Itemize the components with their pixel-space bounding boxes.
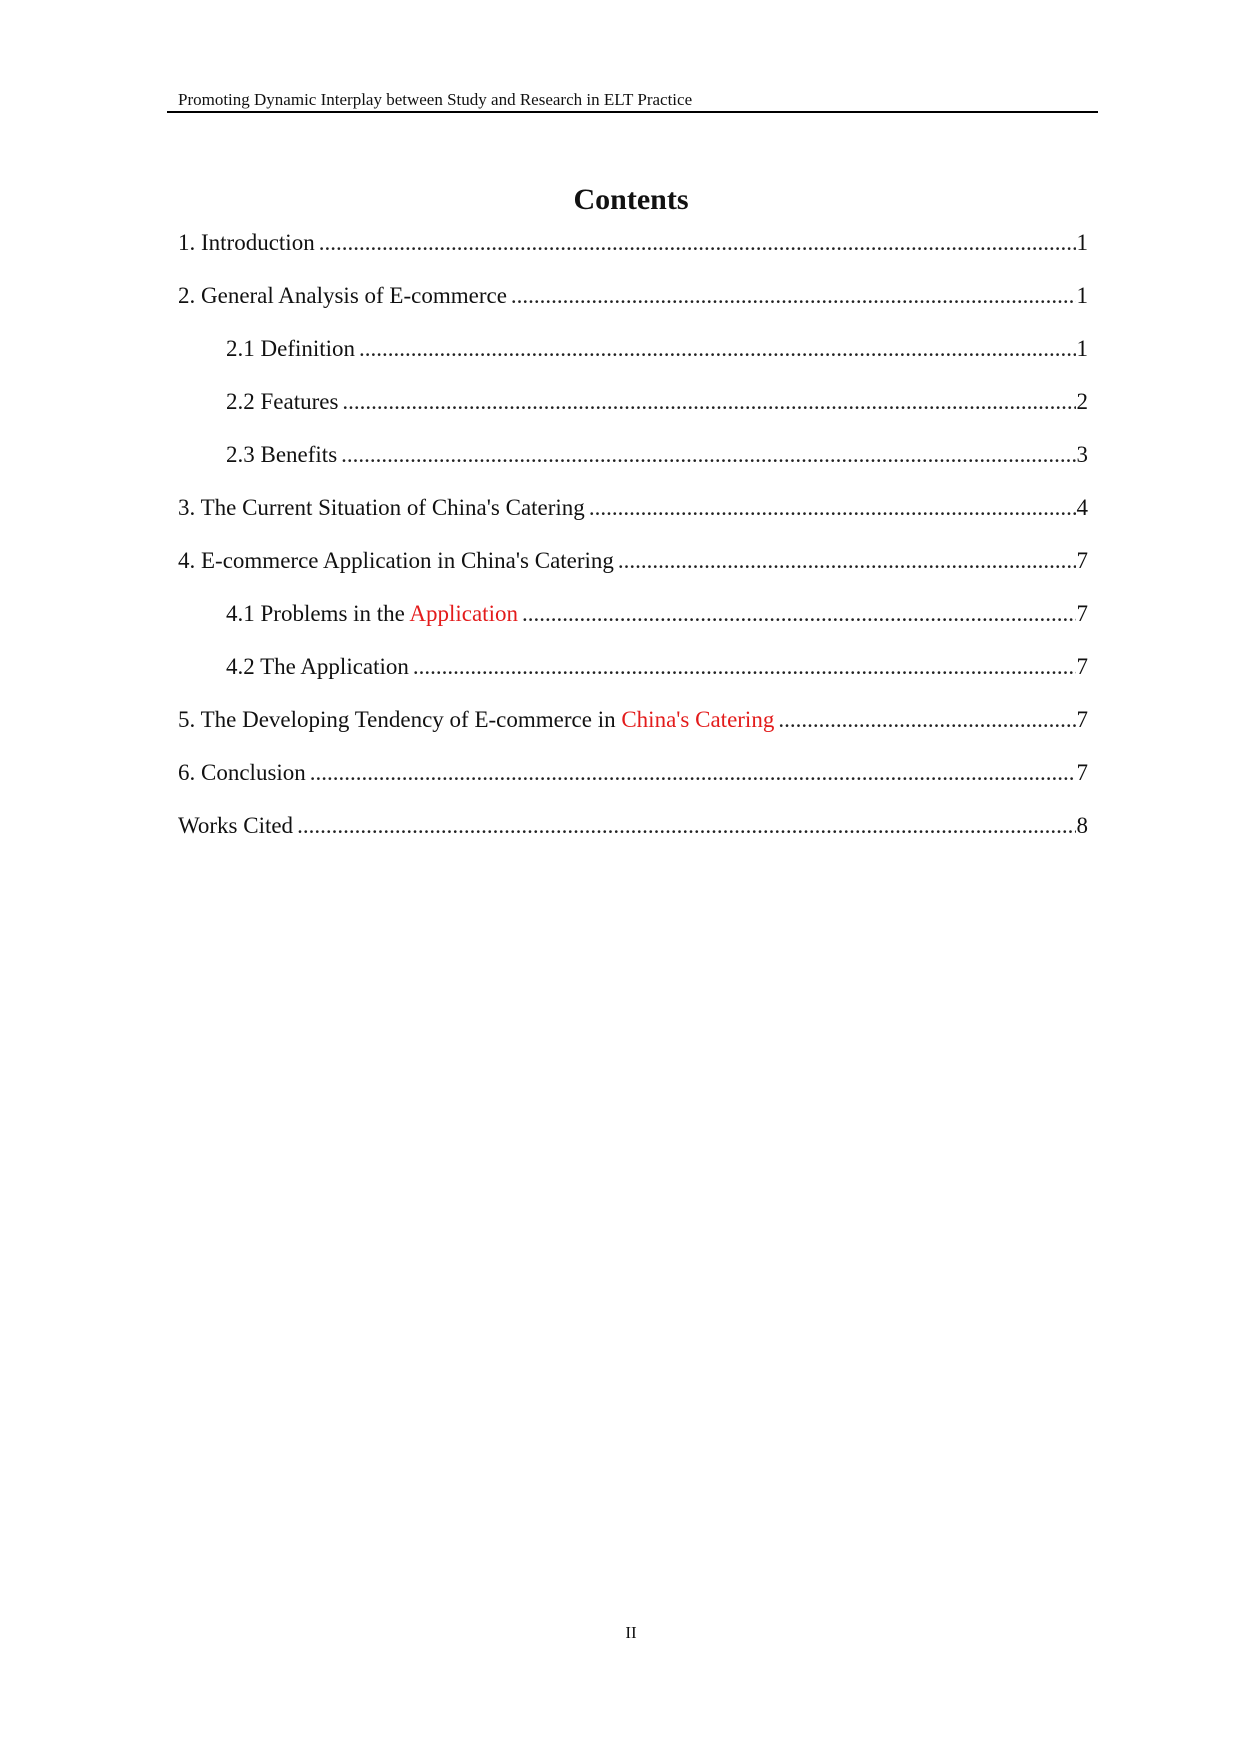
toc-page-number: 7 [1076, 601, 1088, 626]
toc-entry-label: 2.2 Features [226, 389, 339, 414]
toc-entry-label: 2.3 Benefits [226, 442, 338, 467]
toc-entry-benefits[interactable] [178, 440, 1088, 493]
toc-entry-developing-tendency[interactable] [178, 705, 1088, 758]
toc-entry-label: Works Cited [178, 813, 294, 838]
highlighted-text: Application [409, 601, 518, 626]
toc-entry-label: 6. Conclusion [178, 760, 306, 785]
toc-entry-label: 2.1 Definition [226, 336, 356, 361]
toc-entry-conclusion[interactable] [178, 758, 1088, 811]
dot-leader [778, 705, 1075, 735]
dot-leader [522, 599, 1076, 629]
toc-page-number: 1 [1076, 230, 1088, 255]
toc-entry-definition[interactable] [178, 334, 1088, 387]
dot-leader [319, 228, 1076, 258]
toc-page-number: 2 [1076, 389, 1088, 414]
toc-page-number: 7 [1076, 760, 1088, 785]
table-of-contents [178, 228, 1088, 864]
dot-leader [310, 758, 1076, 788]
toc-entry-works-cited[interactable] [178, 811, 1088, 864]
dot-leader [511, 281, 1076, 311]
toc-page-number: 3 [1076, 442, 1088, 467]
toc-entry-label: 5. The Developing Tendency of E-commerce in China's Catering [178, 707, 775, 732]
page-number: II [625, 1623, 637, 1642]
toc-page-number: 4 [1076, 495, 1088, 520]
toc-page-number: 7 [1076, 654, 1088, 679]
dot-leader [297, 811, 1075, 841]
dot-leader [359, 334, 1075, 364]
toc-entry-ecommerce-application[interactable] [178, 546, 1088, 599]
toc-page-number: 7 [1076, 548, 1088, 573]
dot-leader [341, 440, 1075, 470]
toc-page-number: 1 [1076, 336, 1088, 361]
toc-page-number: 7 [1076, 707, 1088, 732]
toc-page-number: 8 [1076, 813, 1088, 838]
toc-entry-label: 4.2 The Application [226, 654, 409, 679]
highlighted-text: China's Catering [621, 707, 775, 732]
toc-entry-current-situation[interactable] [178, 493, 1088, 546]
toc-entry-label: 4.1 Problems in the Application [226, 601, 518, 626]
toc-entry-label: 4. E-commerce Application in China's Catering [178, 548, 614, 573]
toc-entry-introduction[interactable] [178, 228, 1088, 281]
running-header: Promoting Dynamic Interplay between Study and Research in ELT Practice [167, 89, 1098, 113]
dot-leader [342, 387, 1075, 417]
toc-entry-general-analysis[interactable] [178, 281, 1088, 334]
toc-entry-features[interactable] [178, 387, 1088, 440]
toc-entry-the-application[interactable] [178, 652, 1088, 705]
dot-leader [618, 546, 1076, 576]
dot-leader [413, 652, 1076, 682]
toc-entry-label: 1. Introduction [178, 230, 315, 255]
toc-page-number: 1 [1076, 283, 1088, 308]
dot-leader [589, 493, 1076, 523]
toc-entry-label: 2. General Analysis of E-commerce [178, 283, 507, 308]
toc-title: Contents [573, 183, 689, 217]
toc-entry-problems[interactable] [178, 599, 1088, 652]
toc-entry-label: 3. The Current Situation of China's Catering [178, 495, 585, 520]
